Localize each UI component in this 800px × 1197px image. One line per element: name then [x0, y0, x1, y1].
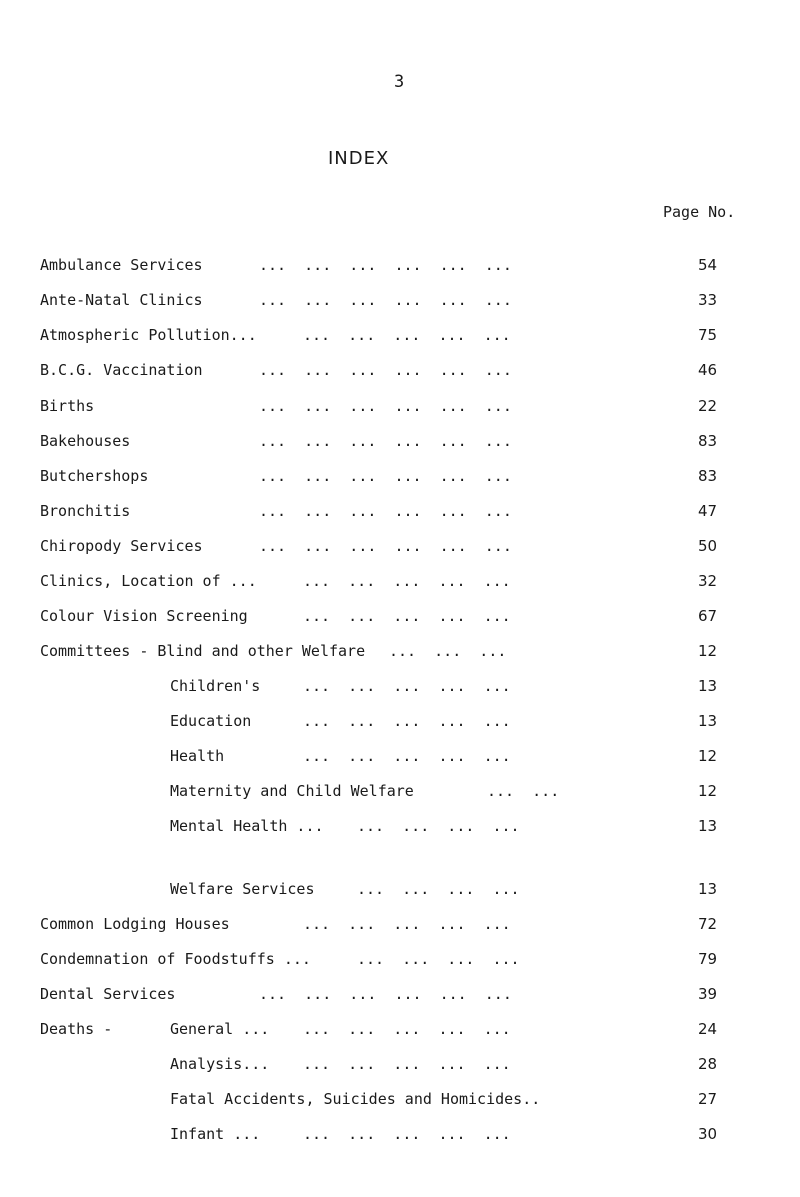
- index-entry: [0, 712, 800, 736]
- entry-label: Bronchitis: [40, 502, 131, 520]
- entry-leader-dots: ... ... ... ...: [357, 817, 520, 835]
- index-entry: [0, 950, 800, 974]
- entry-label: Maternity and Child Welfare: [170, 782, 414, 800]
- entry-label: Children's: [170, 677, 261, 695]
- entry-page: 46: [698, 361, 718, 379]
- entry-page: 39: [698, 985, 718, 1003]
- entry-page: 12: [698, 782, 718, 800]
- entry-leader-dots: ... ... ... ... ...: [303, 1055, 511, 1073]
- entry-page: 33: [698, 291, 718, 309]
- entry-leader-dots: ... ... ... ... ...: [303, 915, 511, 933]
- entry-leader-dots: ... ... ... ... ... ...: [259, 985, 512, 1003]
- entry-leader-dots: ... ... ... ...: [357, 880, 520, 898]
- entry-page: 12: [698, 642, 718, 660]
- page-number: 3: [394, 72, 405, 92]
- entry-leader-dots: ... ... ... ... ... ...: [259, 502, 512, 520]
- entry-leader-dots: ... ... ... ... ...: [303, 747, 511, 765]
- entry-page: 79: [698, 950, 718, 968]
- index-entry: [0, 880, 800, 904]
- entry-leader-dots: ... ... ... ... ...: [303, 572, 511, 590]
- entry-label: B.C.G. Vaccination: [40, 361, 203, 379]
- index-entry: [0, 642, 800, 666]
- entry-page: 13: [698, 817, 718, 835]
- entry-leader-dots: ... ... ... ... ...: [303, 326, 511, 344]
- entry-label: Chiropody Services: [40, 537, 203, 555]
- index-entry: [0, 607, 800, 631]
- entry-leader-dots: ... ... ... ... ...: [303, 1125, 511, 1143]
- entry-leader-dots: ... ...: [487, 782, 560, 800]
- entry-label: Committees - Blind and other Welfare: [40, 642, 366, 660]
- entry-leader-dots: ... ... ...: [389, 642, 507, 660]
- entry-leader-dots: ... ... ... ... ... ...: [259, 537, 512, 555]
- index-entry: [0, 915, 800, 939]
- entry-leader-dots: ... ... ... ... ... ...: [259, 361, 512, 379]
- index-entry: [0, 326, 800, 350]
- index-entry: [0, 572, 800, 596]
- entry-leader-dots: ... ... ... ... ... ...: [259, 467, 512, 485]
- page-title: INDEX: [328, 148, 390, 169]
- index-entry: [0, 502, 800, 526]
- entry-page: 83: [698, 467, 718, 485]
- entry-label: Ambulance Services: [40, 256, 203, 274]
- entry-label: Clinics, Location of ...: [40, 572, 257, 590]
- entry-label: Colour Vision Screening: [40, 607, 248, 625]
- index-entry: [0, 985, 800, 1009]
- entry-label: Fatal Accidents, Suicides and Homicides..: [170, 1090, 541, 1108]
- entry-leader-dots: ... ... ... ...: [357, 950, 520, 968]
- entry-label: General ...: [170, 1020, 270, 1038]
- index-entry: [0, 397, 800, 421]
- index-entry: [0, 1090, 800, 1114]
- entry-leader-dots: ... ... ... ... ...: [303, 607, 511, 625]
- entry-label: Butchershops: [40, 467, 149, 485]
- entry-page: 13: [698, 712, 718, 730]
- index-entry: [0, 747, 800, 771]
- entry-leader-dots: ... ... ... ... ... ...: [259, 291, 512, 309]
- entry-page: 75: [698, 326, 718, 344]
- entry-label: Welfare Services: [170, 880, 315, 898]
- index-entry: [0, 291, 800, 315]
- index-entry: [0, 1125, 800, 1149]
- entry-page: 27: [698, 1090, 718, 1108]
- index-entry: [0, 782, 800, 806]
- index-entry: [0, 1055, 800, 1079]
- entry-label: Births: [40, 397, 95, 415]
- index-entry: [0, 256, 800, 280]
- entry-leader-dots: ... ... ... ... ... ...: [259, 397, 512, 415]
- entry-label: Health: [170, 747, 225, 765]
- index-entry: [0, 817, 800, 841]
- entry-page: 24: [698, 1020, 718, 1038]
- entry-leader-dots: ... ... ... ... ...: [303, 712, 511, 730]
- entry-page: 72: [698, 915, 718, 933]
- entry-label: Dental Services: [40, 985, 176, 1003]
- index-entry: [0, 432, 800, 456]
- entry-page: 83: [698, 432, 718, 450]
- entry-leader-dots: ... ... ... ... ... ...: [259, 256, 512, 274]
- entry-page: 32: [698, 572, 718, 590]
- index-entry: [0, 677, 800, 701]
- entry-label: Ante-Natal Clinics: [40, 291, 203, 309]
- entry-leader-dots: ... ... ... ... ...: [303, 677, 511, 695]
- index-entry: [0, 361, 800, 385]
- entry-page: 13: [698, 677, 718, 695]
- entry-label: Infant ...: [170, 1125, 261, 1143]
- entry-page: 67: [698, 607, 718, 625]
- index-entry: [0, 1020, 800, 1044]
- entry-leader-dots: ... ... ... ... ...: [303, 1020, 511, 1038]
- entry-page: 12: [698, 747, 718, 765]
- entry-page: 22: [698, 397, 718, 415]
- entry-label: Bakehouses: [40, 432, 131, 450]
- page-column-heading: Page No.: [663, 203, 736, 221]
- entry-label: Deaths -: [40, 1020, 113, 1038]
- entry-page: 30: [698, 1125, 718, 1143]
- entry-page: 54: [698, 256, 718, 274]
- index-entry: [0, 537, 800, 561]
- entry-label: Analysis...: [170, 1055, 270, 1073]
- entry-page: 13: [698, 880, 718, 898]
- entry-label: Common Lodging Houses: [40, 915, 230, 933]
- entry-label: Education: [170, 712, 252, 730]
- entry-label: Condemnation of Foodstuffs ...: [40, 950, 311, 968]
- entry-page: 47: [698, 502, 718, 520]
- entry-page: 28: [698, 1055, 718, 1073]
- entry-page: 50: [698, 537, 718, 555]
- entry-label: Mental Health ...: [170, 817, 324, 835]
- index-entry: [0, 467, 800, 491]
- entry-label: Atmospheric Pollution...: [40, 326, 257, 344]
- entry-leader-dots: ... ... ... ... ... ...: [259, 432, 512, 450]
